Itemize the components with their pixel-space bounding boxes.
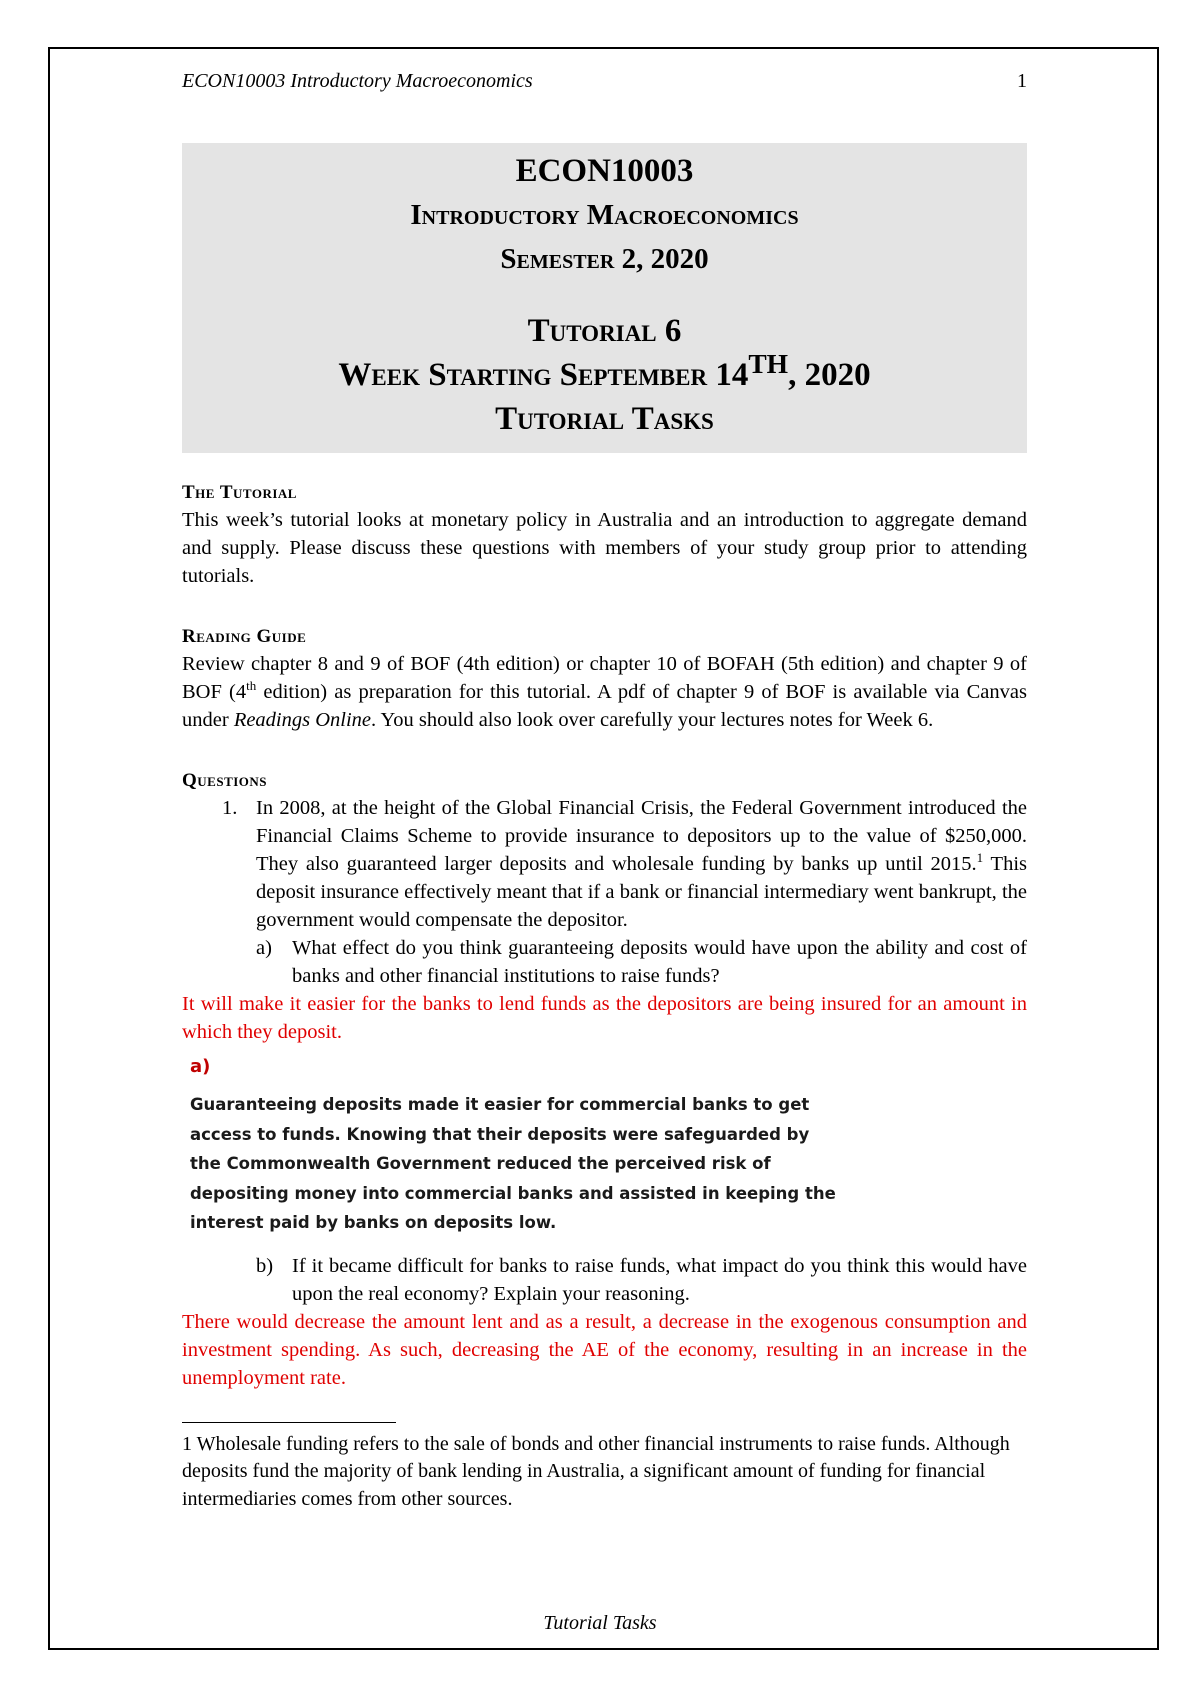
tutorial-number: Tutorial 6 [527,313,682,349]
part-b-text: If it became difficult for banks to raise funds, what impact do you think this would have upon the real economy? Explain your reasoning. [292,1254,1027,1305]
course-subject: Introductory Macroeconomics [410,199,799,231]
tutorial-tasks-title: Tutorial Tasks [495,401,714,437]
course-code: ECON10003 [515,153,694,189]
header-course: ECON10003 Introductory Macroeconomics [182,70,533,92]
answer-1a: It will make it easier for the banks to lend funds as the depositors are being insured for an amount in which they deposit. [182,993,1027,1043]
section-reading-guide [182,624,1027,734]
semester: Semester 2, 2020 [500,243,709,275]
tutorial-paragraph: This week’s tutorial looks at monetary policy in Australia and an introduction to aggregate demand and supply. Please discuss these questions with members of your study group prior to attending tutorials. [182,509,1027,587]
question-1a [182,934,1027,990]
reading-paragraph: Review chapter 8 and 9 of BOF (4th edition) or chapter 10 of BOFAH (5th edition) and chapter 9 of BOF (4th edition) as preparation for this tutorial. A pdf of chapter 9 of BOF is available via Canvas under Readings Online. You should also look over carefully your lectures notes for Week 6. [182,653,1027,731]
pasted-answer-text: Guaranteeing deposits made it easier for commercial banks to get access to funds. Knowing that their deposits were safeguarded by the Commonwealth Government reduced the perceived risk of depositing money into commercial banks and assisted in keeping the interest paid by banks on deposits low. [190,1095,836,1232]
footnote-separator [182,1422,396,1423]
title-block [182,143,1027,453]
section-questions [182,768,1027,1392]
page-number: 1 [1017,70,1027,92]
heading-the-tutorial: The Tutorial [182,482,297,503]
page-content [182,70,1027,1513]
week-starting: Week Starting September 14TH, 2020 [338,348,871,393]
answer-1b: There would decrease the amount lent and as a result, a decrease in the exogenous consumption and investment spending. As such, decreasing the AE of the economy, resulting in an increase in the unemployment rate. [182,1310,1027,1389]
part-b-label: b) [256,1254,274,1277]
footnote-1: 1 Wholesale funding refers to the sale of bonds and other financial instruments to raise funds. Although deposits fund the majority of bank lending in Australia, a significant amount of funding for financial intermediaries comes from other sources. [182,1432,1010,1510]
running-header [182,70,1027,100]
question-1b [182,1252,1027,1308]
heading-reading-guide: Reading Guide [182,626,307,647]
pasted-answer-image [182,1050,840,1244]
section-tutorial [182,480,1027,590]
pasted-answer-label: a) [190,1056,211,1077]
question-1: 1. In 2008, at the height of the Global Financial Crisis, the Federal Government introduced the Financial Claims Scheme to provide insurance to depositors up to the value of $250,000. They also guaranteed larger deposits and wholesale funding by banks up until 2015.$^1$ This deposit insurance effectively meant that if a bank or financial intermediary went bankrupt, the government would compensate the depositor. [182,794,1027,934]
heading-questions: Questions [182,770,268,791]
part-a-text: What effect do you think guaranteeing deposits would have upon the ability and cost of banks and other financial institutions to raise funds? [292,937,1027,987]
footnote-ref: 1 [976,850,984,866]
question-number: 1. [222,797,238,819]
page-footer: Tutorial Tasks [543,1612,657,1634]
part-a-label: a) [256,937,272,959]
